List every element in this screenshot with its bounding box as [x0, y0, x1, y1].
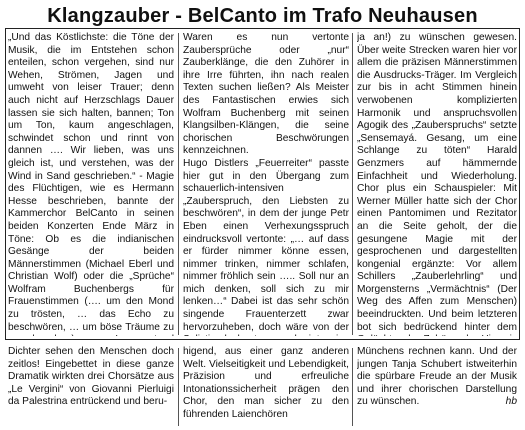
lower-column-1 — [8, 346, 174, 428]
column-divider — [352, 33, 353, 335]
upper-column-3-text: ja an!) zu wünschen gewesen. Über weite Strecken waren hier vor allem die präzisen Männerstimmen die Ausdrucks-Träger. Im Vergleich zur bis in acht Stimmen hinein verwobenen komplizierten Harmonik und anspruchsvollen Agogik des „Zauberspruchs“ setzte „Sensemayá. Gesang, um eine Schlange zu töten“ Harald Genzmers auf hämmernde Einfachheit und Wiederholung. Chor plus ein Schauspieler: Mit Werner Müller hatte sich der Chor einen Pantomimen und Rezitator an die Seite geholt, der die gesungene Magie mit der gesprochenen und dargestellten kongenial ergänzte: Vor allem Schillers „Zauberlehrling“ und Morgensterns „Vermächtnis“ (Der Weg des Affen zum Menschen) beeindruckten. Und beim letzteren bot sich bedrückend hinter dem — [357, 32, 517, 333]
upper-column-2-paragraph-1: Waren es nun vertonte Zaubersprüche oder „nur“ Zauberklänge, die den Zuhörer in ihre Irre führten, ihn nach realen Texten suchen ließen? Als Meister des Fantastischen erwies sich Wolfram Buchenberg mit seinen Klangsilben-Klängen, die seine chorischen Beschwörungen kennzeichnen. — [183, 32, 349, 157]
upper-column-2 — [183, 32, 349, 336]
lower-column-2-text: higend, aus einer ganz anderen Welt. Vielseitigkeit und Lebendigkeit, Präzision und erfreuliche Intonationssicherheit prägen den Chor, den man sicher zu den führenden Laienchören — [183, 346, 349, 420]
article-headline: Klangzauber - BelCanto im Trafo Neuhausen — [47, 5, 478, 27]
lower-column-3 — [357, 346, 517, 428]
lower-column-1-text: Dichter sehen den Menschen doch zeitlos! Eingebettet in diese ganze Dramatik wirkten drei Chorsätze aus „Le Vergini“ von Giovanni Pierluigi da Palestrina entrückend und beru- — [8, 346, 174, 408]
author-initials: hb — [505, 396, 517, 408]
upper-column-3 — [357, 32, 517, 336]
upper-column-1-text: „Und das Köstlichste: die Töne der Musik, die im Entstehen schon enteilen, schon vergehen, sind nur Wehen, Strömen, Jagen und umweht von leiser Trauer; denn auch nicht auf Herzschlags Dauer lassen sie sich halten, bannen; Ton um Ton, kaum angeschlagen, schwindet schon und rinnt von dannen …. Wir lieben, was uns gleich ist, und verstehen, was der Wind in Sand geschrieben.“ - Magie des Flüchtigen, wie es Hermann Hesse beschrieben, bannte der Kammerchor BelCanto in seinen beiden Konzerten Ende März in Töne: Ob es die indianischen Gesänge der beiden Männerstimmen (Michael Eberl und Christian Wolf) oder die „Sprüche“ Wolfram Buchenbergs für Frauenstimmen (…. um den Mond zu trösten, … das Echo zu beschwören, … um böse Träume zu — [8, 32, 174, 333]
upper-column-2-paragraph-2: Hugo Distlers „Feuerreiter“ passte hier gut in den Übergang zum schauerlich-intensiven „Zauberspruch, den Liebsten zu beschwören“, in dem der junge Petr Eben einen Verhexungsspruch eindrucksvoll vertonte: „… auf dass er fürder nimmer könne essen, nimmer trinken, nimmer schlafen, nimmer fröhlich sein ….. Soll nur an mich denken, soll sich zu mir lenken…“ Dabei ist das sehr schön singende Frauenterzett zwar hervorzuheben, doch wäre von der — [183, 157, 349, 333]
column-divider — [178, 348, 179, 426]
column-divider — [352, 348, 353, 426]
column-divider — [178, 33, 179, 335]
lower-column-3-text: Münchens rechnen kann. Und der jungen Tanja Schubert istweiterhin die spürbare Freude an der Musik und ihrer chorischen Darstellung zu wünschen. — [357, 346, 517, 408]
upper-column-1 — [8, 32, 174, 336]
lower-column-2 — [183, 346, 349, 428]
